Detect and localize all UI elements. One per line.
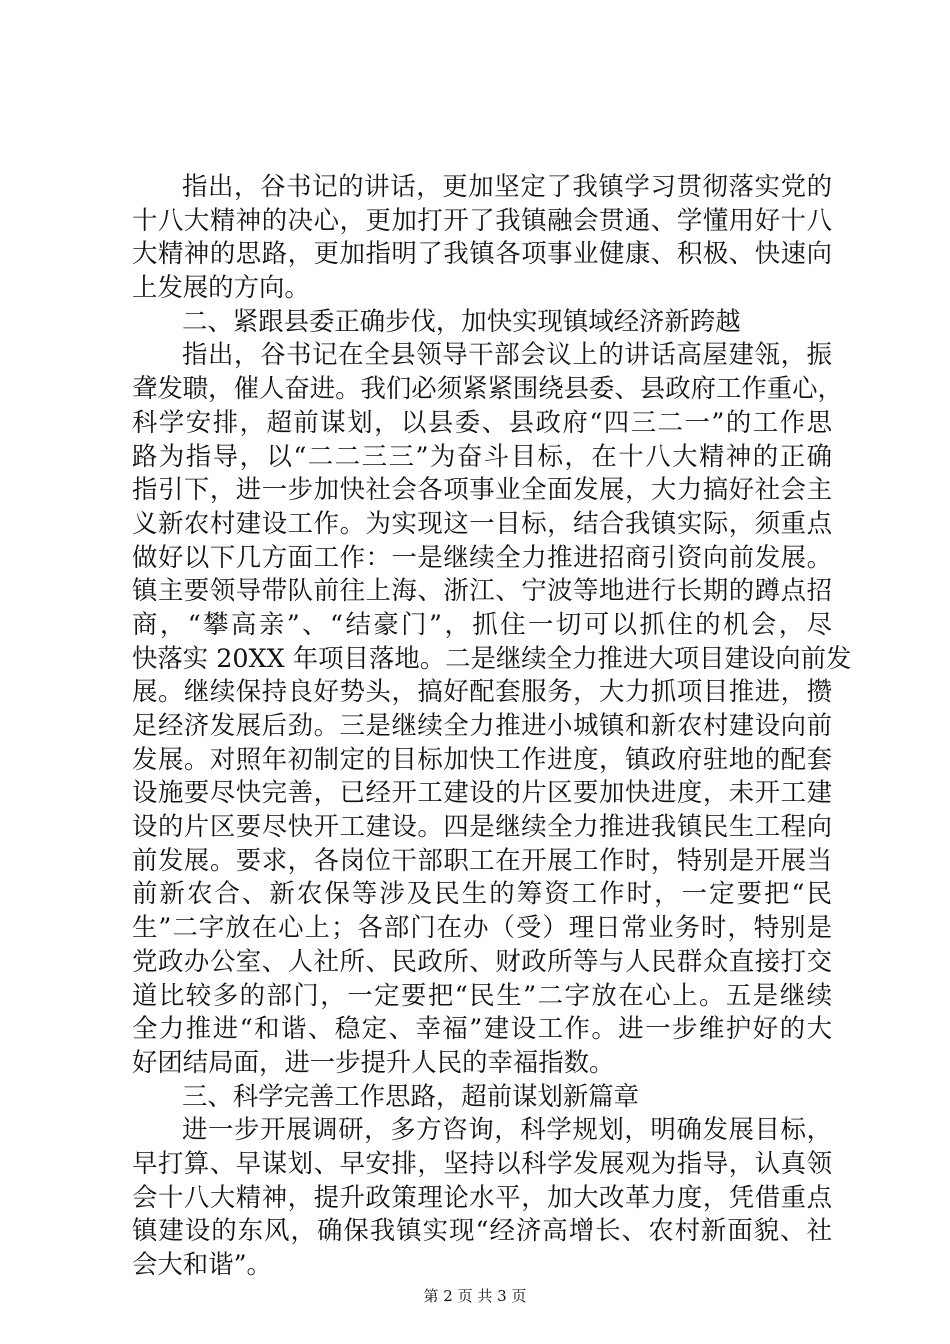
- text-line: 聋发聩，催人奋进。我们必须紧紧围绕县委、县政府工作重心，: [132, 373, 843, 404]
- text-line: 好团结局面，进一步提升人民的幸福指数。: [132, 1046, 615, 1077]
- text-line: 会十八大精神，提升政策理论水平，加大改革力度，凭借重点: [132, 1181, 832, 1212]
- text-line: 指引下，进一步加快社会各项事业全面发展，大力搞好社会主: [132, 474, 832, 505]
- text-line: 展。继续保持良好势头，搞好配套服务，大力抓项目推进，攒: [132, 676, 832, 707]
- text-line: 足经济发展后劲。三是继续全力推进小城镇和新农村建设向前: [132, 710, 832, 740]
- text-line: 会大和谐”。: [132, 1249, 272, 1279]
- text-line: 指出，谷书记的讲话，更加坚定了我镇学习贯彻落实党的: [182, 171, 832, 201]
- text-line: 道比较多的部门，一定要把“民生”二字放在心上。五是继续: [132, 979, 832, 1010]
- text-line: 上发展的方向。: [132, 272, 310, 303]
- text-line: 设施要尽快完善，已经开工建设的片区要加快进度，未开工建: [132, 777, 832, 808]
- text-line: 镇主要领导带队前往上海、浙江、宁波等地进行长期的蹲点招: [132, 575, 832, 606]
- section-heading-2: 二、紧跟县委正确步伐，加快实现镇域经济新跨越: [182, 305, 741, 336]
- section-heading-3: 三、科学完善工作思路，超前谋划新篇章: [182, 1080, 640, 1111]
- text-line: 做好以下几方面工作：一是继续全力推进招商引资向前发展。: [132, 541, 832, 572]
- text-line: 全力推进“和谐、稳定、幸福”建设工作。进一步维护好的大: [132, 1013, 832, 1044]
- text-line: 大精神的思路，更加指明了我镇各项事业健康、积极、快速向: [132, 238, 832, 269]
- text-line: 党政办公室、人社所、民政所、财政所等与人民群众直接打交: [132, 945, 832, 976]
- text-line: 义新农村建设工作。为实现这一目标，结合我镇实际，须重点: [132, 507, 832, 538]
- page-footer: [0, 1286, 950, 1306]
- text-line: 商，“攀高亲”、“结豪门”，抓住一切可以抓住的机会，尽: [132, 608, 832, 639]
- text-line: 发展。对照年初制定的目标加快工作进度，镇政府驻地的配套: [132, 743, 832, 774]
- text-line: 设的片区要尽快开工建设。四是继续全力推进我镇民生工程向: [132, 811, 832, 842]
- text-line: 生”二字放在心上；各部门在办（受）理日常业务时，特别是: [132, 912, 832, 943]
- text-line: 进一步开展调研，多方咨询，科学规划，明确发展目标，: [182, 1114, 832, 1145]
- text-line: 镇建设的东风，确保我镇实现“经济高增长、农村新面貌、社: [132, 1215, 832, 1246]
- text-line: 前发展。要求，各岗位干部职工在开展工作时，特别是开展当: [132, 844, 832, 875]
- text-line: 前新农合、新农保等涉及民生的筹资工作时，一定要把“民: [132, 878, 832, 909]
- page-number-label: 第 2 页 共 3 页: [423, 1287, 527, 1305]
- document-body: [132, 170, 852, 1282]
- text-line: 指出，谷书记在全县领导干部会议上的讲话高屋建瓴，振: [182, 339, 832, 370]
- text-line: 十八大精神的决心，更加打开了我镇融会贯通、学懂用好十八: [132, 204, 832, 235]
- text-line: 早打算、早谋划、早安排，坚持以科学发展观为指导，认真领: [132, 1147, 832, 1178]
- text-line: 路为指导，以“二二三三”为奋斗目标，在十八大精神的正确: [132, 440, 832, 471]
- text-line: 快落实 20XX 年项目落地。二是继续全力推进大项目建设向前发: [132, 642, 852, 673]
- text-line: 科学安排，超前谋划，以县委、县政府“四三二一”的工作思: [132, 406, 832, 437]
